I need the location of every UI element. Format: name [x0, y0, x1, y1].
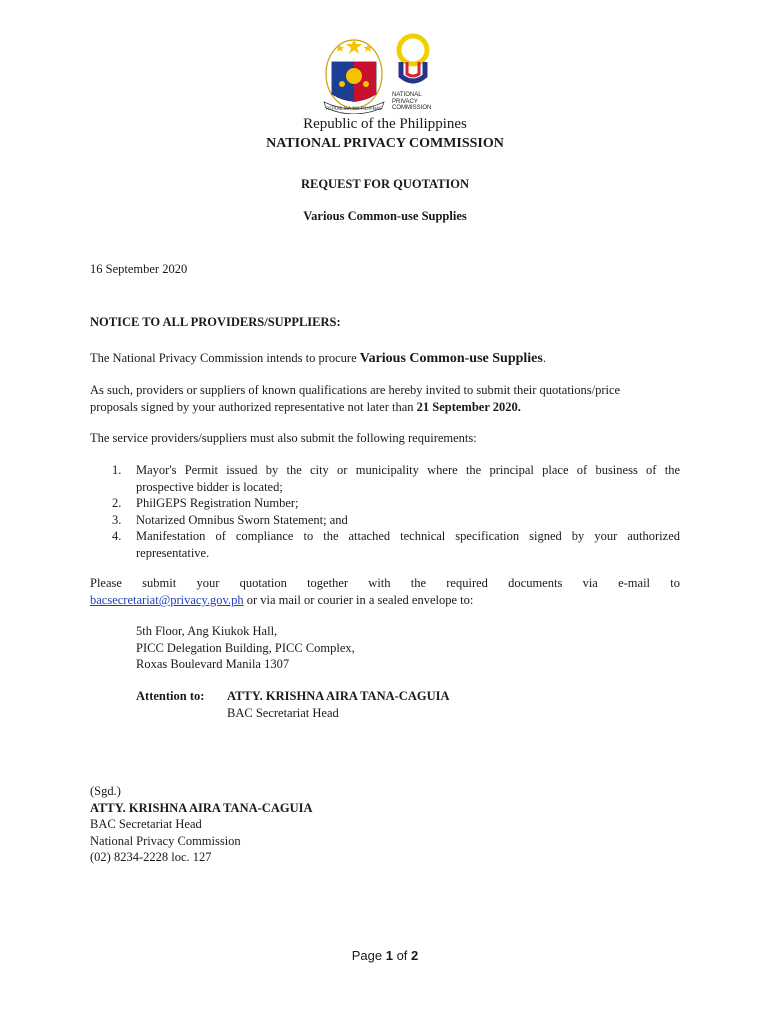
page-label: Page [351, 948, 386, 963]
subject-heading: Various Common-use Supplies [303, 209, 467, 223]
npc-logo-text-3: COMMISSION [392, 105, 432, 111]
notice-heading: NOTICE TO ALL PROVIDERS/SUPPLIERS: [90, 315, 341, 329]
page-number [0, 948, 770, 963]
requirements-list [90, 462, 680, 561]
submit-line-1: Please submit your quotation together with the required documents via e-mail to [90, 576, 680, 590]
npc-logo [392, 32, 440, 114]
mailing-address [136, 623, 355, 673]
requirement-text-cont: representative. [136, 545, 210, 560]
intro-prefix: The National Privacy Commission intends to procure [90, 351, 360, 365]
submit-line-2 [90, 592, 680, 609]
attention-label: Attention to: [136, 689, 205, 703]
requirement-text-cont: prospective bidder is located; [136, 479, 283, 494]
npc-logo-text-1: NATIONAL [392, 92, 422, 98]
requirement-text: Manifestation of compliance to the attached technical specification signed by your authorized [136, 529, 680, 543]
email-link[interactable]: bacsecretariat@privacy.gov.ph [90, 593, 244, 607]
intro-item: Various Common-use Supplies [359, 351, 543, 366]
requirement-number: 1. [112, 463, 122, 477]
requirement-item [90, 462, 680, 495]
svg-text:REPUBLIKA NG PILIPINAS: REPUBLIKA NG PILIPINAS [326, 107, 382, 112]
requirement-number: 4. [112, 529, 122, 543]
current-page: 1 [385, 948, 393, 963]
signatory-org: National Privacy Commission [90, 833, 241, 848]
republic-heading: Republic of the Philippines [303, 116, 467, 132]
address-line: 5th Floor, Ang Kiukok Hall, [136, 624, 278, 638]
invitation-line-1: As such, providers or suppliers of known qualifications are hereby invited to submit their quotations/price [90, 383, 621, 397]
total-pages: 2 [411, 948, 419, 963]
philippine-seal-logo [318, 32, 390, 114]
attention-name: ATTY. KRISHNA AIRA TANA-CAGUIA [227, 689, 450, 703]
doc-type-heading: REQUEST FOR QUOTATION [300, 177, 470, 191]
address-line: Roxas Boulevard Manila 1307 [136, 657, 290, 671]
requirements-intro: The service providers/suppliers must also submit the following requirements: [90, 431, 477, 445]
requirement-number: 3. [112, 512, 122, 527]
requirement-number: 2. [112, 496, 122, 510]
signature-sgd: (Sgd.) [90, 784, 121, 798]
address-line: PICC Delegation Building, PICC Complex, [136, 640, 355, 655]
requirement-text: Mayor's Permit issued by the city or municipality where the principal place of business of the [136, 463, 680, 477]
signatory-name: ATTY. KRISHNA AIRA TANA-CAGUIA [90, 800, 313, 815]
deadline-date: 21 September 2020. [416, 400, 521, 414]
requirement-text: Notarized Omnibus Sworn Statement; and [136, 512, 348, 527]
requirement-item [90, 528, 680, 561]
agency-heading: NATIONAL PRIVACY COMMISSION [266, 136, 504, 151]
document-date: 16 September 2020 [90, 262, 188, 276]
requirement-text: PhilGEPS Registration Number; [136, 496, 299, 510]
npc-logo-text-2: PRIVACY [392, 98, 418, 105]
attention-block [227, 688, 450, 721]
invitation-line-2-text: proposals signed by your authorized representative not later than [90, 400, 417, 414]
intro-paragraph [90, 350, 680, 367]
requirement-item [90, 512, 680, 529]
signatory-title: BAC Secretariat Head [90, 817, 202, 831]
invitation-paragraph [90, 382, 680, 416]
invitation-line-2 [90, 399, 680, 416]
intro-suffix: . [542, 351, 546, 365]
signature-block [90, 783, 313, 866]
submit-paragraph [90, 575, 680, 609]
page-of: of [392, 948, 412, 963]
attention-title: BAC Secretariat Head [227, 705, 339, 720]
submit-line-2-text: or via mail or courier in a sealed envelope to: [243, 593, 474, 607]
requirement-item [90, 495, 680, 512]
signatory-phone: (02) 8234-2228 loc. 127 [90, 850, 212, 864]
